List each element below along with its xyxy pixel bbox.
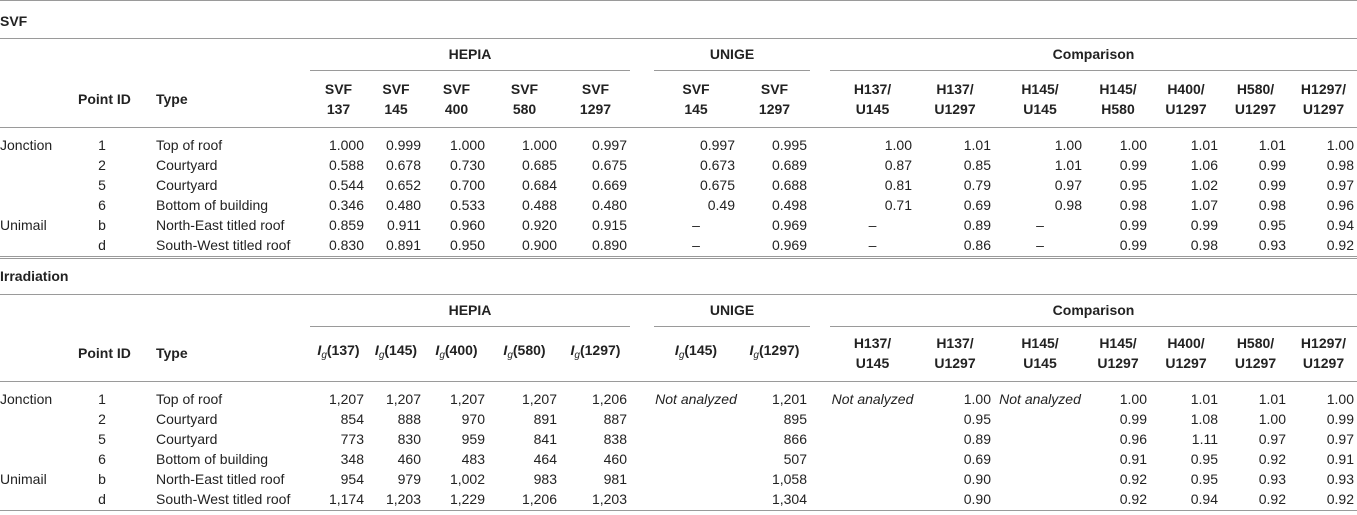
column-header: SVF 145 <box>682 81 710 117</box>
table-cell: 1,203 <box>385 491 421 507</box>
group-header: UNIGE <box>709 46 755 62</box>
column-header: $I_g(145)$ <box>374 342 418 361</box>
table-cell: 0.87 <box>884 157 912 173</box>
table-cell: 0.92 <box>1119 471 1147 487</box>
table-cell: 1,304 <box>771 491 807 507</box>
table-cell: 0.830 <box>328 237 364 253</box>
table-cell: 1,058 <box>771 471 807 487</box>
header-top-rule <box>0 38 1357 39</box>
table-cell: 0.960 <box>449 217 485 233</box>
table-cell: 0.544 <box>328 177 364 193</box>
table-cell: 0.93 <box>1258 471 1286 487</box>
table-cell: 1.00 <box>1119 137 1147 153</box>
table-cell: 1.00 <box>1119 391 1147 407</box>
group-header: Comparison <box>1052 302 1135 318</box>
column-header: H145/ H580 <box>1099 81 1137 117</box>
section-bottom-rule <box>0 510 1357 511</box>
table-cell: – <box>868 217 877 233</box>
group-underline <box>830 70 1357 71</box>
point-type: North-East titled roof <box>156 471 285 487</box>
table-cell: 0.950 <box>449 237 485 253</box>
column-header: H137/ U1297 <box>934 335 976 371</box>
table-cell: 0.96 <box>1119 431 1147 447</box>
table-cell: 0.689 <box>771 157 807 173</box>
table-cell: 0.588 <box>328 157 364 173</box>
table-cell: 1.07 <box>1190 197 1218 213</box>
table-cell: 0.86 <box>963 237 991 253</box>
table-cell: 0.346 <box>328 197 364 213</box>
point-type: South-West titled roof <box>156 237 291 253</box>
table-cell: 460 <box>397 451 421 467</box>
point-id: 1 <box>98 391 106 407</box>
table-cell: 0.890 <box>591 237 627 253</box>
table-cell: 0.92 <box>1258 491 1286 507</box>
point-id: 5 <box>98 431 106 447</box>
table-cell: 1,174 <box>328 491 364 507</box>
table-cell: 0.79 <box>963 177 991 193</box>
table-cell: 0.95 <box>1258 217 1286 233</box>
site-label: Unimail <box>0 217 47 233</box>
point-id: b <box>98 217 106 233</box>
table-cell: 1.00 <box>884 137 912 153</box>
table-cell: 888 <box>397 411 421 427</box>
table-cell: 1,201 <box>771 391 807 407</box>
table-cell: 1.01 <box>1190 391 1218 407</box>
table-cell: 1,203 <box>591 491 627 507</box>
table-cell: 1.00 <box>1326 137 1354 153</box>
table-cell: 0.99 <box>1119 217 1147 233</box>
table-cell: 1.01 <box>1258 137 1286 153</box>
table-cell: 1,207 <box>449 391 485 407</box>
column-header: $I_g(400)$ <box>435 342 478 361</box>
table-cell: 0.997 <box>699 137 735 153</box>
column-header: SVF 1297 <box>579 81 612 117</box>
site-label: Unimail <box>0 471 47 487</box>
table-cell: 0.920 <box>521 217 557 233</box>
point-id: d <box>98 491 106 507</box>
table-cell: 0.969 <box>771 237 807 253</box>
point-type: South-West titled roof <box>156 491 291 507</box>
table-cell: 0.488 <box>521 197 557 213</box>
type-header: Type <box>156 345 188 361</box>
point-id: 2 <box>98 157 106 173</box>
table-cell: 0.69 <box>963 451 991 467</box>
column-header: $I_g(137)$ <box>317 342 360 361</box>
table-cell: 1,002 <box>449 471 485 487</box>
point-id: 5 <box>98 177 106 193</box>
table-cell: 866 <box>783 431 807 447</box>
column-header: H580/ U1297 <box>1234 335 1277 371</box>
table-cell: 1.01 <box>963 137 991 153</box>
column-header: H137/ U145 <box>853 335 892 371</box>
table-cell: 841 <box>533 431 557 447</box>
table-cell: 0.669 <box>591 177 627 193</box>
table-cell: 0.969 <box>771 217 807 233</box>
table-cell: 0.92 <box>1326 491 1354 507</box>
group-header: Comparison <box>1052 46 1135 62</box>
point-id: 6 <box>98 451 106 467</box>
table-cell: 0.81 <box>884 177 912 193</box>
column-header: H137/ U145 <box>853 81 892 117</box>
table-cell: 1,206 <box>521 491 557 507</box>
table-cell: 0.92 <box>1119 491 1147 507</box>
table-cell: 1.01 <box>1190 137 1218 153</box>
table-cell: 1.00 <box>1326 391 1354 407</box>
table-cell: 0.98 <box>1326 157 1354 173</box>
point-type: Courtyard <box>156 431 218 447</box>
table-cell: 891 <box>533 411 557 427</box>
table-cell: 1,207 <box>521 391 557 407</box>
table-cell: 0.675 <box>699 177 735 193</box>
table-cell: 0.99 <box>1326 411 1354 427</box>
table-cell: 1.00 <box>963 391 991 407</box>
table-cell: 0.91 <box>1326 451 1354 467</box>
point-id: 6 <box>98 197 106 213</box>
table-cell: 983 <box>533 471 557 487</box>
table-cell: 0.533 <box>449 197 485 213</box>
table-cell: 460 <box>603 451 627 467</box>
section-top-rule <box>0 0 1357 1</box>
table-cell: 1,229 <box>449 491 485 507</box>
point-type: Courtyard <box>156 177 218 193</box>
table-cell: 1,207 <box>328 391 364 407</box>
table-cell: 0.93 <box>1258 237 1286 253</box>
table-cell: 0.95 <box>1119 177 1147 193</box>
column-header: H145/ U1297 <box>1097 335 1139 371</box>
table-cell: 0.999 <box>385 137 421 153</box>
column-header: H400/ U1297 <box>1165 81 1207 117</box>
point-type: Courtyard <box>156 157 218 173</box>
site-label: Jonction <box>0 137 53 153</box>
table-cell: 1.11 <box>1191 431 1218 447</box>
table-cell: 0.700 <box>449 177 485 193</box>
group-header: HEPIA <box>448 46 492 62</box>
column-header: H400/ U1297 <box>1165 335 1207 371</box>
column-header: $I_g(1297)$ <box>749 342 800 361</box>
table-cell: 1.01 <box>1258 391 1286 407</box>
table-cell: 0.995 <box>771 137 807 153</box>
table-cell: 507 <box>783 451 807 467</box>
point-id-header: Point ID <box>78 91 131 107</box>
table-cell: 0.95 <box>963 411 991 427</box>
column-header: SVF 580 <box>510 81 539 117</box>
table-cell: 0.93 <box>1326 471 1354 487</box>
table-cell: 0.480 <box>591 197 627 213</box>
table-cell: 0.95 <box>1190 451 1218 467</box>
table-cell: 1.000 <box>449 137 485 153</box>
column-header: H580/ U1297 <box>1234 81 1277 117</box>
column-header: SVF 137 <box>324 81 353 117</box>
table-cell: 0.98 <box>1190 237 1218 253</box>
table-cell: 1.000 <box>328 137 364 153</box>
point-id: 1 <box>98 137 106 153</box>
table-cell: 0.652 <box>385 177 421 193</box>
point-type: Bottom of building <box>156 197 269 213</box>
table-cell: 0.69 <box>963 197 991 213</box>
table-cell: 0.98 <box>1054 197 1082 213</box>
table-cell: 0.859 <box>328 217 364 233</box>
table-cell: – <box>692 217 700 233</box>
table-cell: 0.97 <box>1258 431 1286 447</box>
table-cell: 0.900 <box>521 237 557 253</box>
table-cell: 0.685 <box>521 157 557 173</box>
table-cell: – <box>1036 217 1044 233</box>
table-cell: 0.91 <box>1119 451 1147 467</box>
table-cell: 483 <box>461 451 485 467</box>
table-cell: 0.95 <box>1190 471 1218 487</box>
table-cell: 0.71 <box>884 197 912 213</box>
table-cell: 1.01 <box>1054 157 1082 173</box>
table-cell: 887 <box>603 411 627 427</box>
point-type: Bottom of building <box>156 451 269 467</box>
table-cell: 0.684 <box>521 177 557 193</box>
column-header: H145/ U145 <box>1021 335 1059 371</box>
table-cell: – <box>868 237 877 253</box>
type-header: Type <box>156 91 188 107</box>
not-analyzed-note: Not analyzed <box>831 391 914 407</box>
group-underline <box>654 70 810 71</box>
table-cell: 838 <box>603 431 627 447</box>
column-header: H1297/ U1297 <box>1300 81 1347 117</box>
table-cell: 0.99 <box>1190 217 1218 233</box>
header-top-rule <box>0 294 1357 295</box>
table-cell: 854 <box>340 411 364 427</box>
section-top-rule <box>0 258 1357 259</box>
table-cell: 0.915 <box>591 217 627 233</box>
table-cell: 0.688 <box>771 177 807 193</box>
table-cell: 0.94 <box>1190 491 1218 507</box>
table-cell: 0.480 <box>385 197 421 213</box>
table-cell: 0.98 <box>1258 197 1286 213</box>
not-analyzed-note: Not analyzed <box>999 391 1081 407</box>
table-cell: 1.000 <box>521 137 557 153</box>
table-cell: 1,207 <box>385 391 421 407</box>
table-cell: 0.89 <box>963 431 991 447</box>
table-cell: 0.49 <box>707 197 735 213</box>
point-type: Courtyard <box>156 411 218 427</box>
group-header: UNIGE <box>709 302 755 318</box>
point-type: Top of roof <box>156 137 223 153</box>
table-cell: 0.97 <box>1326 177 1354 193</box>
table-cell: 348 <box>340 451 364 467</box>
table-cell: 0.675 <box>591 157 627 173</box>
header-bottom-rule <box>0 381 1357 382</box>
table-cell: 0.99 <box>1119 411 1147 427</box>
table-cell: 959 <box>461 431 485 447</box>
table-cell: 0.92 <box>1326 237 1354 253</box>
table-cell: 981 <box>603 471 627 487</box>
table-cell: – <box>692 237 700 253</box>
table-cell: 895 <box>783 411 807 427</box>
table-cell: 0.85 <box>963 157 991 173</box>
table-cell: 0.673 <box>699 157 735 173</box>
group-header: HEPIA <box>448 302 492 318</box>
table-cell: 1.06 <box>1190 157 1218 173</box>
table-cell: 830 <box>397 431 421 447</box>
table-cell: 1,206 <box>591 391 627 407</box>
column-header: $I_g(580)$ <box>503 342 546 361</box>
table-cell: 0.92 <box>1258 451 1286 467</box>
point-type: Top of roof <box>156 391 223 407</box>
table-cell: 970 <box>461 411 485 427</box>
section-bottom-rule <box>0 256 1357 257</box>
table-cell: 1.00 <box>1054 137 1082 153</box>
table-cell: – <box>1036 237 1044 253</box>
column-header: $I_g(145)$ <box>674 342 718 361</box>
column-header: H1297/ U1297 <box>1300 335 1347 371</box>
table-cell: 0.97 <box>1054 177 1082 193</box>
section-title: Irradiation <box>0 268 69 284</box>
table-cell: 0.97 <box>1326 431 1354 447</box>
group-underline <box>310 70 630 71</box>
point-id: b <box>98 471 106 487</box>
table-cell: 0.99 <box>1258 157 1286 173</box>
point-id-header: Point ID <box>78 345 131 361</box>
section-title: SVF <box>0 13 28 29</box>
point-id: d <box>98 237 106 253</box>
column-header: $I_g(1297)$ <box>570 342 621 361</box>
column-header: SVF 1297 <box>758 81 791 117</box>
table-cell: 0.99 <box>1119 237 1147 253</box>
column-header: SVF 400 <box>442 81 471 117</box>
table-cell: 1.00 <box>1258 411 1286 427</box>
table-cell: 0.498 <box>771 197 807 213</box>
table-cell: 0.90 <box>963 491 991 507</box>
table-cell: 0.94 <box>1326 217 1354 233</box>
table-cell: 0.730 <box>449 157 485 173</box>
table-cell: 0.99 <box>1258 177 1286 193</box>
table-cell: 0.99 <box>1119 157 1147 173</box>
table-cell: 979 <box>397 471 421 487</box>
column-header: H145/ U145 <box>1021 81 1059 117</box>
column-header: H137/ U1297 <box>934 81 976 117</box>
table-cell: 464 <box>533 451 557 467</box>
table-cell: 0.678 <box>385 157 421 173</box>
table-cell: 0.98 <box>1119 197 1147 213</box>
table-cell: 0.997 <box>591 137 627 153</box>
column-header: SVF 145 <box>382 81 410 117</box>
table-cell: 1.08 <box>1190 411 1218 427</box>
point-type: North-East titled roof <box>156 217 285 233</box>
table-cell: 0.911 <box>387 217 421 233</box>
table-cell: 0.90 <box>963 471 991 487</box>
table-cell: 0.96 <box>1326 197 1354 213</box>
point-id: 2 <box>98 411 106 427</box>
header-bottom-rule <box>0 127 1357 128</box>
site-label: Jonction <box>0 391 53 407</box>
not-analyzed-note: Not analyzed <box>655 391 737 407</box>
table-cell: 954 <box>340 471 364 487</box>
table-cell: 1.02 <box>1190 177 1218 193</box>
table-cell: 773 <box>340 431 364 447</box>
table-cell: 0.891 <box>385 237 421 253</box>
table-cell: 0.89 <box>963 217 991 233</box>
